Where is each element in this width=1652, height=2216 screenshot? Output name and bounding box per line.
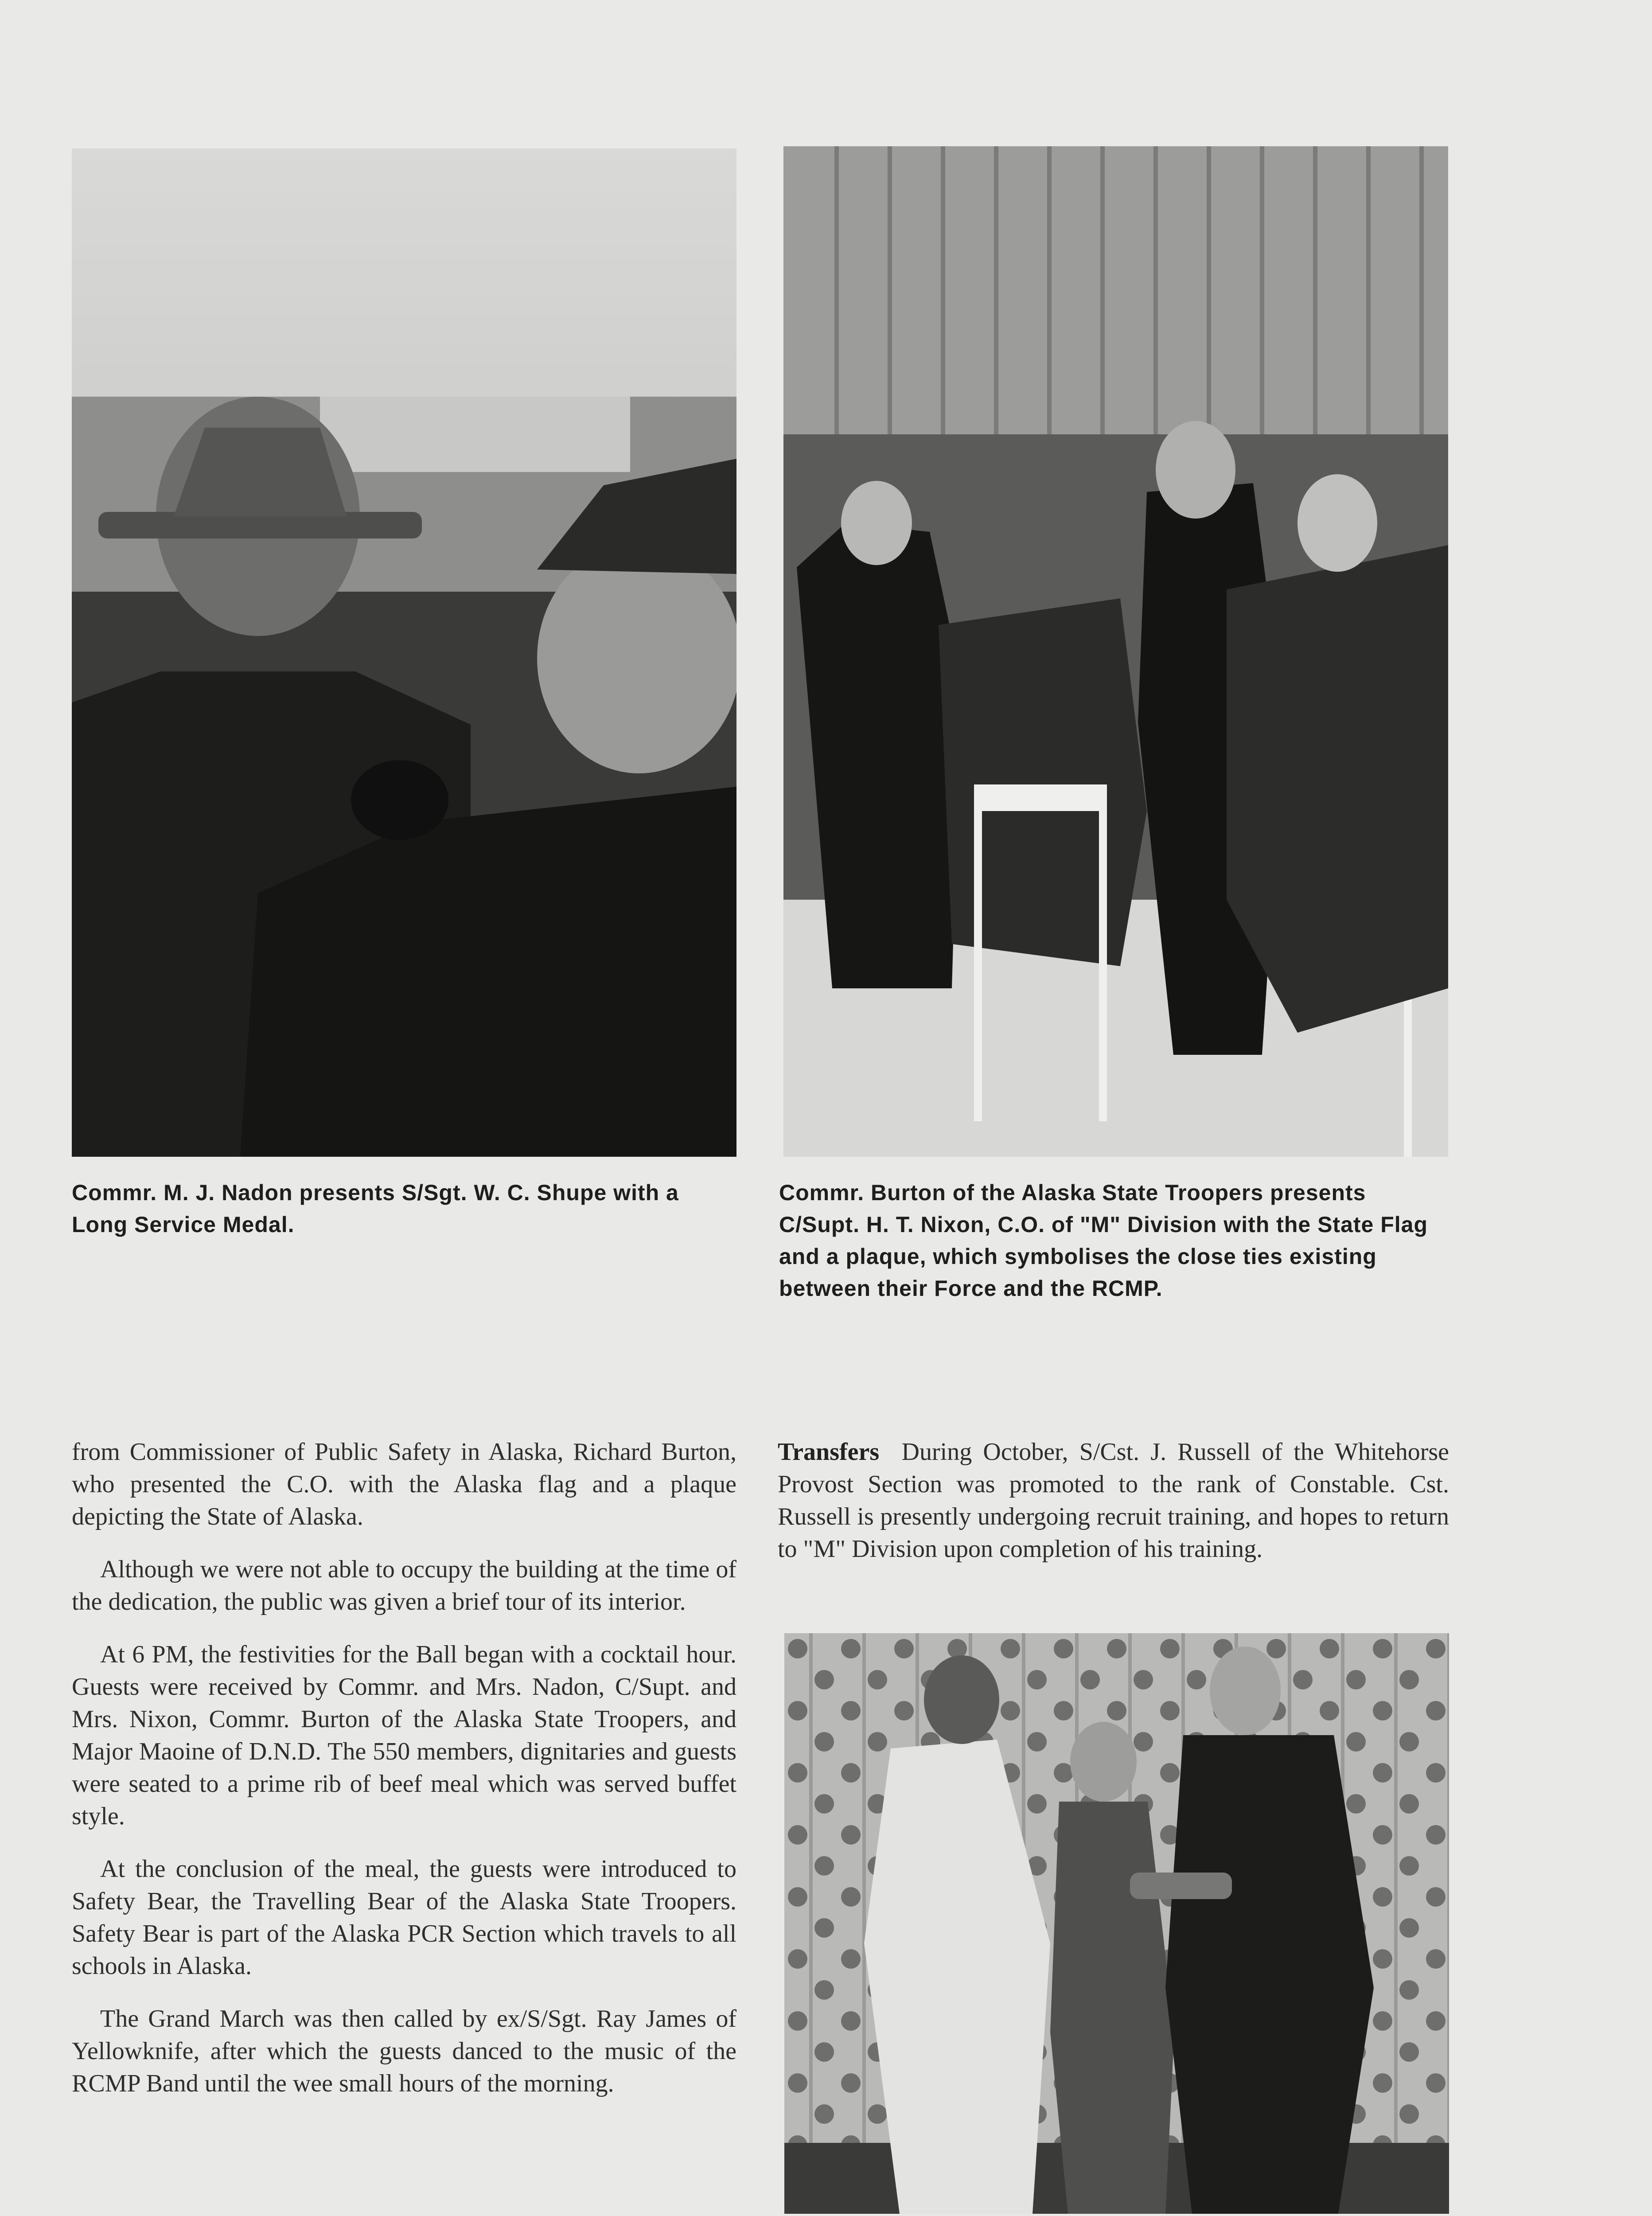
left-column-text: [72, 1436, 736, 2120]
photo-flag-presentation: [783, 146, 1448, 1157]
transfers-heading: Transfers: [778, 1438, 880, 1466]
photo-medal-presentation: [72, 148, 736, 1157]
transfers-text: During October, S/Cst. J. Russell of the Whitehorse Provost Section was promoted to the rank of Constable. Cst. Russell is presently undergoing recruit training, and hopes to return to "M" Division upon completion of his training.: [778, 1438, 1449, 1563]
paragraph: At the conclusion of the meal, the guests were introduced to Safety Bear, the Travelling Bear of the Alaska State Troopers. Safety Bear is part of the Alaska PCR Section which travels to all schools in Alaska.: [72, 1855, 736, 1980]
transfers-paragraph: [778, 1436, 1449, 1565]
right-column-text: [778, 1436, 1449, 1586]
photo-farewell-gift: [784, 1633, 1449, 2214]
paragraph: from Commissioner of Public Safety in Alaska, Richard Burton, who presented the C.O. with the Alaska flag and a plaque depicting the State of Alaska.: [72, 1438, 736, 1530]
paragraph: At 6 PM, the festivities for the Ball began with a cocktail hour. Guests were received by Commr. and Mrs. Nadon, C/Supt. and Mrs. Nixon, Commr. Burton of the Alaska State Troopers, and Major Maoine of D.N.D. The 550 members, dignitaries and guests were seated to a prime rib of beef meal which was served buffet style.: [72, 1641, 736, 1830]
paragraph: Although we were not able to occupy the building at the time of the dedication, the public was given a brief tour of its interior.: [72, 1556, 736, 1615]
paragraph: The Grand March was then called by ex/S/Sgt. Ray James of Yellowknife, after which the guests danced to the music of the RCMP Band until the wee small hours of the morning.: [72, 2005, 736, 2097]
caption-medal-presentation: Commr. M. J. Nadon presents S/Sgt. W. C. Shupe with a Long Service Medal.: [72, 1180, 679, 1237]
caption-flag-presentation: Commr. Burton of the Alaska State Troopers presents C/Supt. H. T. Nixon, C.O. of "M" Division with the State Flag and a plaque, which symbolises the close ties existing between their Force and the RCMP.: [779, 1180, 1428, 1301]
